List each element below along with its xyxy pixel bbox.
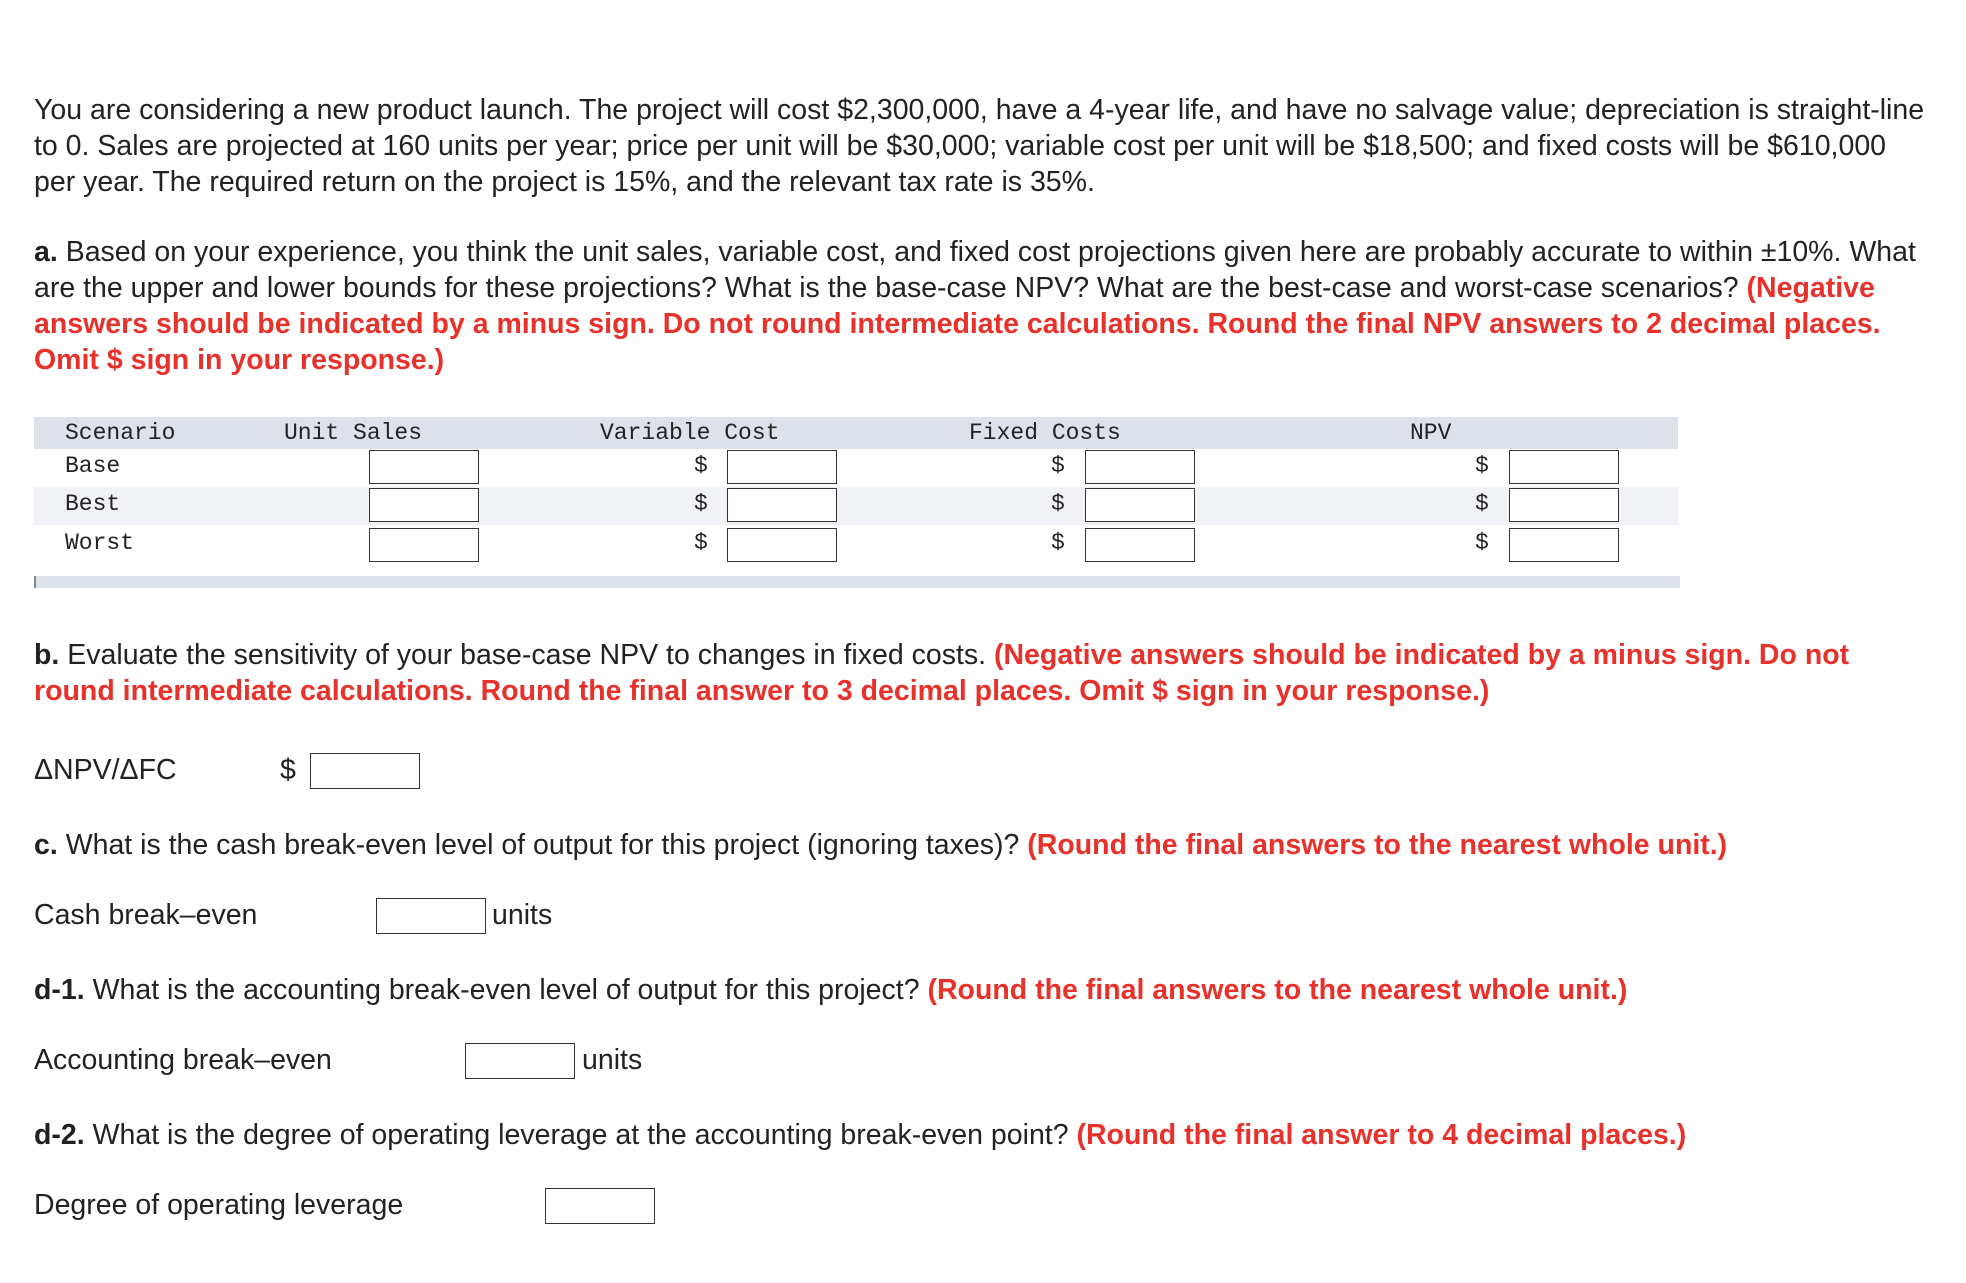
worst-variable-cost-input[interactable] [727, 528, 837, 562]
part-d1-question [34, 972, 1934, 1008]
part-a-label: a. [34, 236, 58, 268]
currency-sign: $ [1051, 453, 1065, 479]
currency-sign: $ [1475, 491, 1489, 517]
part-c-note: (Round the final answers to the nearest whole unit.) [1027, 829, 1728, 861]
part-b-note: (Negative answers should be indicated by a minus sign. Do not round intermediate calculations. Round the final answer to 3 decimal places. Omit $ sign in your response.) [34, 639, 1850, 707]
units-label: units [582, 1044, 643, 1076]
currency-sign: $ [1475, 530, 1489, 556]
worst-fixed-costs-input[interactable] [1085, 528, 1195, 562]
header-scenario: Scenario [65, 420, 176, 446]
currency-sign: $ [694, 530, 708, 556]
degree-operating-leverage-label: Degree of operating leverage [34, 1189, 404, 1221]
best-unit-sales-input[interactable] [369, 488, 479, 522]
table-row-base [34, 449, 1678, 487]
currency-sign: $ [694, 453, 708, 479]
units-label: units [492, 899, 553, 931]
best-fixed-costs-input[interactable] [1085, 488, 1195, 522]
header-npv: NPV [1410, 420, 1452, 446]
table-row-worst [34, 526, 1678, 564]
part-d2-text: What is the degree of operating leverage at the accounting break-even point? [84, 1119, 1069, 1151]
delta-npv-label: ΔNPV/ΔFC [34, 754, 177, 786]
cash-break-even-input[interactable] [376, 898, 486, 934]
accounting-break-even-input[interactable] [465, 1043, 575, 1079]
best-variable-cost-input[interactable] [727, 488, 837, 522]
table-header [34, 417, 1678, 449]
scenario-label: Best [65, 491, 121, 517]
part-d1-note: (Round the final answers to the nearest whole unit.) [927, 974, 1628, 1006]
part-b-question [34, 637, 1934, 709]
header-unit-sales: Unit Sales [284, 420, 423, 446]
header-fixed-costs: Fixed Costs [969, 420, 1121, 446]
currency-sign: $ [1051, 530, 1065, 556]
part-b-label: b. [34, 639, 60, 671]
part-c-text: What is the cash break-even level of output for this project (ignoring taxes)? [57, 829, 1020, 861]
base-fixed-costs-input[interactable] [1085, 450, 1195, 484]
delta-npv-input[interactable] [310, 753, 420, 789]
part-a-text: Based on your experience, you think the unit sales, variable cost, and fixed cost projections given here are probably accurate to within ±10%. What are the upper and lower bounds for these projections? What is the base-case NPV? What are the best-case and worst-case scenarios? [34, 236, 1916, 304]
part-a-note: (Negative answers should be indicated by a minus sign. Do not round intermediate calculations. Round the final NPV answers to 2 decimal places. Omit $ sign in your response.) [34, 272, 1881, 376]
problem-statement: You are considering a new product launch. The project will cost $2,300,000, have a 4-year life, and have no salvage value; depreciation is straight-line to 0. Sales are projected at 160 units per year; price per unit will be $30,000; variable cost per unit will be $18,500; and fixed costs will be $610,000 per year. The required return on the project is 15%, and the relevant tax rate is 35%. [34, 94, 1925, 198]
scenario-label: Worst [65, 530, 135, 556]
scenario-label: Base [65, 453, 121, 479]
degree-operating-leverage-input[interactable] [545, 1188, 655, 1224]
cash-break-even-label: Cash break–even [34, 899, 258, 931]
part-d2-question [34, 1117, 1934, 1153]
part-a-question [34, 234, 1934, 378]
base-variable-cost-input[interactable] [727, 450, 837, 484]
part-d1-text: What is the accounting break-even level of output for this project? [84, 974, 920, 1006]
part-d2-note: (Round the final answer to 4 decimal places.) [1076, 1119, 1687, 1151]
worst-unit-sales-input[interactable] [369, 528, 479, 562]
scenario-table [34, 417, 1678, 587]
base-npv-input[interactable] [1509, 450, 1619, 484]
currency-sign: $ [1051, 491, 1065, 517]
header-variable-cost: Variable Cost [600, 420, 780, 446]
currency-sign: $ [280, 754, 296, 786]
table-footer-bar [34, 576, 1680, 588]
part-d1-label: d-1. [34, 974, 85, 1006]
part-c-label: c. [34, 829, 58, 861]
accounting-break-even-label: Accounting break–even [34, 1044, 332, 1076]
part-d2-label: d-2. [34, 1119, 85, 1151]
table-row-best [34, 487, 1678, 525]
best-npv-input[interactable] [1509, 488, 1619, 522]
part-b-text: Evaluate the sensitivity of your base-case NPV to changes in fixed costs. [59, 639, 987, 671]
worst-npv-input[interactable] [1509, 528, 1619, 562]
currency-sign: $ [1475, 453, 1489, 479]
base-unit-sales-input[interactable] [369, 450, 479, 484]
currency-sign: $ [694, 491, 708, 517]
part-c-question [34, 827, 1934, 863]
